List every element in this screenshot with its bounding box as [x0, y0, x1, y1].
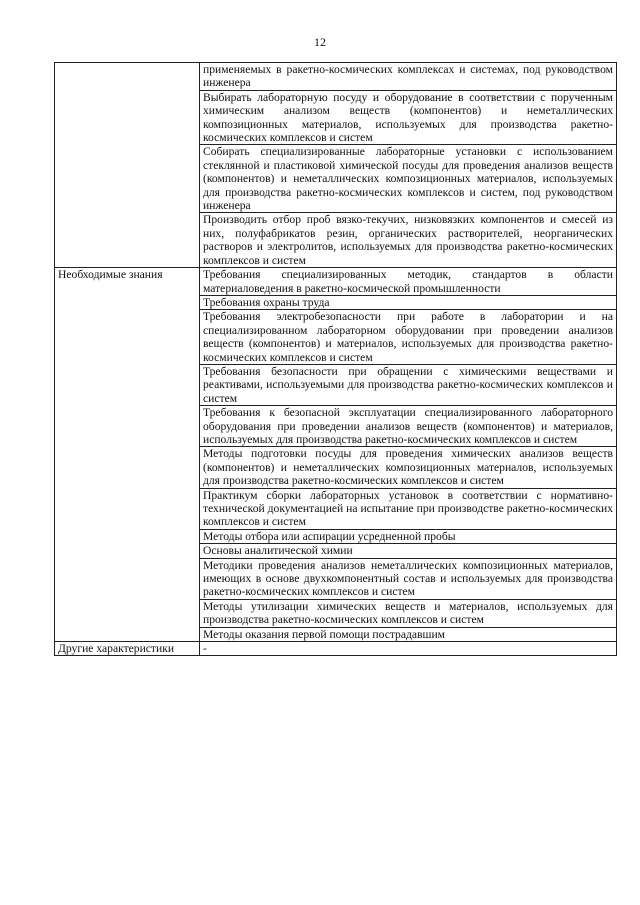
table-row: [55, 63, 617, 91]
requirement-item: Требования охраны труда: [200, 295, 617, 309]
requirement-item: Требования безопасности при обращении с химическими веществами и реактивами, используемыми для производства ракетно-космических комплексов и систем: [200, 364, 617, 405]
requirements-table: [54, 62, 617, 656]
requirement-item: Методики проведения анализов неметаллических композиционных материалов, имеющих в основе двухкомпонентный состав и используемых для производства ракетно-космических комплексов и систем: [200, 558, 617, 599]
requirement-item: Методы утилизации химических веществ и материалов, используемых для производства ракетно-космических комплексов и систем: [200, 599, 617, 627]
requirement-item: Собирать специализированные лабораторные установки с использованием стеклянной и пластиковой химической посуды для проведения анализов веществ (компонентов) и неметаллических композиционных материалов, используемых для производства ракетно-космических комплексов и систем, под руководством инженера: [200, 145, 617, 213]
section-label: [55, 63, 200, 268]
table-row: [55, 642, 617, 656]
requirement-item: Методы оказания первой помощи пострадавшим: [200, 627, 617, 641]
section-label: Другие характеристики: [55, 642, 200, 656]
requirement-item: Выбирать лабораторную посуду и оборудование в соответствии с порученным химическим анализом веществ (компонентов) и неметаллических композиционных материалов, используемых для производства ракетно-космических комплексов и систем: [200, 90, 617, 145]
requirement-item: -: [200, 642, 617, 656]
requirement-item: Практикум сборки лабораторных установок в соответствии с нормативно-технической документацией на испытание при производстве ракетно-космических комплексов и систем: [200, 488, 617, 529]
requirement-item: Методы подготовки посуды для проведения химических анализов веществ (компонентов) и неметаллических композиционных материалов, используемых для производства ракетно-космических комплексов и систем: [200, 447, 617, 488]
requirement-item: применяемых в ракетно-космических комплексах и системах, под руководством инженера: [200, 63, 617, 91]
requirement-item: Методы отбора или аспирации усредненной пробы: [200, 529, 617, 543]
section-label: Необходимые знания: [55, 268, 200, 642]
requirement-item: Производить отбор проб вязко-текучих, низковязких компонентов и смесей из них, полуфабрикатов резин, органических растворителей, неорганических растворов и электролитов, используемых для производства ракетно-космических комплексов и систем: [200, 213, 617, 268]
requirement-item: Требования электробезопасности при работе в лаборатории и на специализированном лабораторном оборудовании при проведении анализов веществ (компонентов) и материалов, используемых для производства ракетно-космических комплексов и систем: [200, 310, 617, 365]
requirements-table-body: [55, 63, 617, 656]
requirement-item: Основы аналитической химии: [200, 544, 617, 558]
requirement-item: Требования к безопасной эксплуатации специализированного лабораторного оборудования при проведении анализов веществ (компонентов) и материалов, используемых для производства ракетно-космических комплексов и систем: [200, 406, 617, 447]
page-number: 12: [314, 35, 326, 49]
requirement-item: Требования специализированных методик, стандартов в области материаловедения в ракетно-космической промышленности: [200, 268, 617, 296]
table-row: [55, 268, 617, 296]
